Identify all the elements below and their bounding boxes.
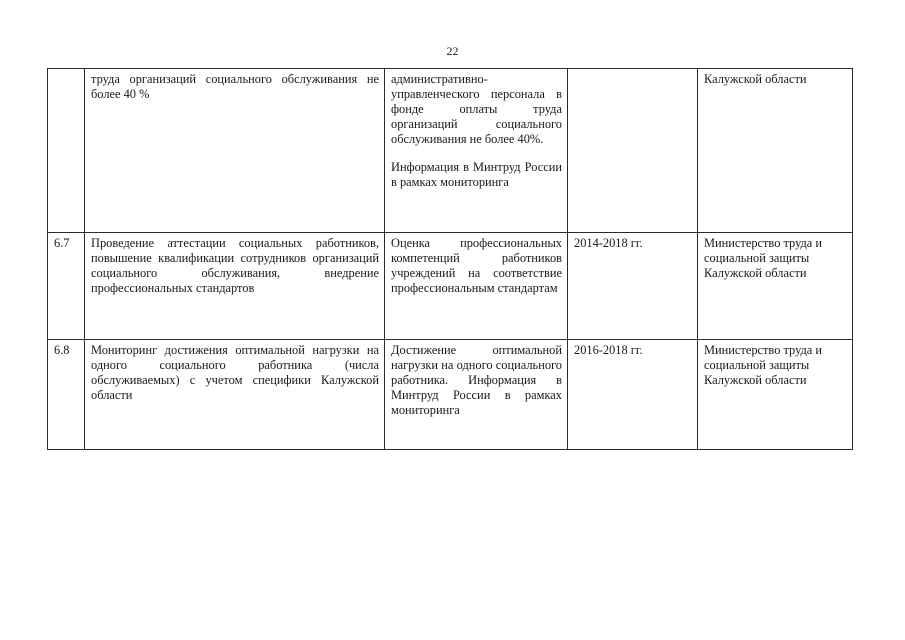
measure-text: Проведение аттестации социальных работников, повышение квалификации сотрудников организаций социального обслуживания, внедрение профессиональных стандартов: [85, 233, 385, 340]
table-row: [48, 69, 853, 233]
row-number: 6.8: [48, 340, 85, 450]
indicator-cell: [385, 233, 568, 340]
executor-text: Калужской области: [698, 69, 853, 233]
indicator-cell: [385, 340, 568, 450]
indicator-note: Информация в Минтруд России в рамках мониторинга: [391, 160, 562, 189]
row-number: [48, 69, 85, 233]
indicator-cell: [385, 69, 568, 233]
row-number: 6.7: [48, 233, 85, 340]
period-text: 2016-2018 гг.: [568, 340, 698, 450]
table-row: [48, 340, 853, 450]
indicator-text: Достижение оптимальной нагрузки на одного социального работника. Информация в Минтруд России в рамках мониторинга: [391, 343, 562, 417]
period-text: [568, 69, 698, 233]
indicator-text: Оценка профессиональных компетенций работников учреждений на соответствие профессиональным стандартам: [391, 236, 562, 295]
table-row: [48, 233, 853, 340]
measure-text: Мониторинг достижения оптимальной нагрузки на одного социального работника (числа обслуживаемых) с учетом специфики Калужской области: [85, 340, 385, 450]
indicator-text: административно-управленческого персонала в фонде оплаты труда организаций социального обслуживания не более 40%.: [391, 72, 562, 146]
executor-text: Министерство труда и социальной защиты Калужской области: [698, 340, 853, 450]
page-number: 22: [446, 44, 459, 58]
period-text: 2014-2018 гг.: [568, 233, 698, 340]
measures-table: [47, 68, 853, 450]
measure-text: труда организаций социального обслуживания не более 40 %: [85, 69, 385, 233]
executor-text: Министерство труда и социальной защиты Калужской области: [698, 233, 853, 340]
